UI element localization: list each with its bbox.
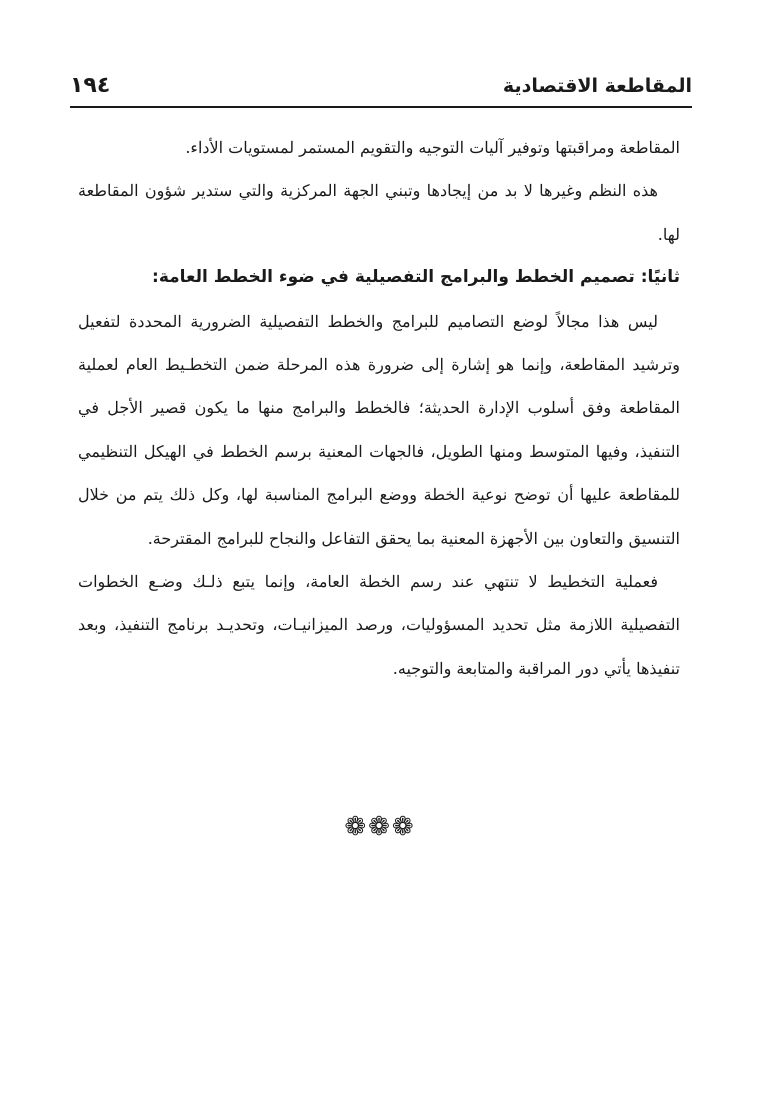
paragraph-systems: هذه النظم وغيرها لا بد من إيجادها وتبني الجهة المركزية والتي ستدير شؤون المقاطعة لها. (78, 181, 680, 244)
paragraph-process: فعملية التخطيط لا تنتهي عند رسم الخطة العامة، وإنما يتبع ذلـك وضـع الخطوات التفصيلية اللازمة مثل تحديد المسؤوليات، ورصد الميزانيـات، وتحديـد برنامج التنفيذ، وبعد تنفيذها يأتي دور المراقبة والمتابعة والتوجيه. (78, 572, 681, 678)
page-header (70, 66, 692, 108)
paragraph-continuation: المقاطعة ومراقبتها وتوفير آليات التوجيه والتقويم المستمر لمستويات الأداء. (185, 138, 680, 157)
page-body (78, 126, 680, 690)
page-number: ١٩٤ (70, 73, 111, 98)
paragraph-planning: ليس هذا مجالاً لوضع التصاميم للبرامج والخطط التفصيلية الضرورية المحددة لتفعيل وترشيد المقاطعة، وإنما هو إشارة إلى ضرورة هذه المرحلة ضمن التخطـيط العام لعملية المقاطعة وفق أسلوب الإدارة الحديثة؛ فالخطط والبرامج منها ما يكون قصير الأجل في التنفيذ، وفيها المتوسط ومنها الطويل، فالجهات المعنية برسم الخطط في الهيكل التنظيمي للمقاطعة عليها أن توضح نوعية الخطة ووضع البرامج المناسبة لها، وكل ذلك يتم من خلال التنسيق والتعاون بين الأجهزة المعنية بما يحقق التفاعل والنجاح للبرامج المقترحة. (78, 311, 680, 548)
running-title: المقاطعة الاقتصادية (502, 75, 692, 97)
section-heading: ثانيًا: تصميم الخطط والبرامج التفصيلية في ضوء الخطط العامة: (152, 267, 680, 288)
section-end-ornament: ❁❁❁ (344, 812, 416, 842)
